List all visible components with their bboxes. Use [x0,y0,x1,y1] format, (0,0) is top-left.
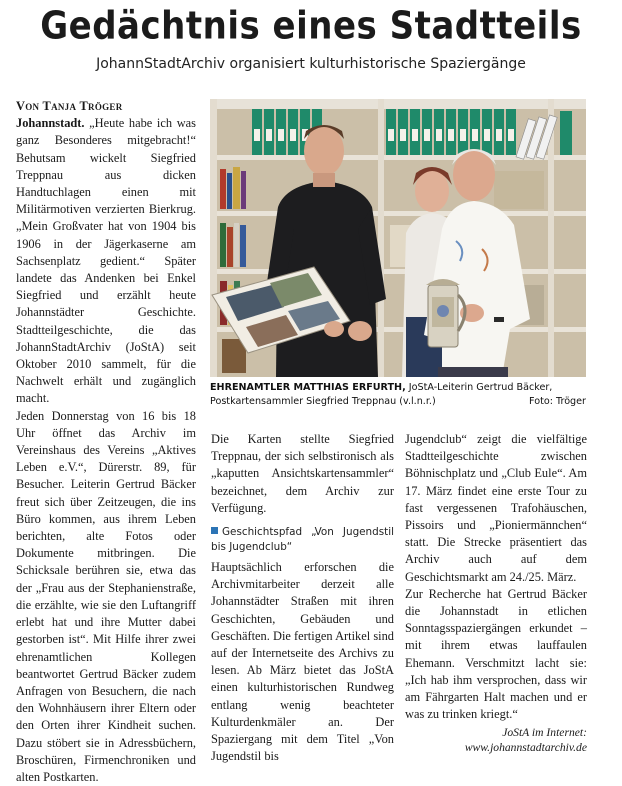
article-column-3 [405,431,587,755]
paragraph: Die Karten stellte Siegfried Treppnau, der sich selbstironisch als „kaputten Ansichtskartensammler“ bezeichnet, dem Archiv zur Verfügung. [211,432,394,515]
caption-text: JoStA-Leiterin Gertrud Bäcker, Postkartensammler Siegfried Treppnau (v.l.n.r.) [210,382,553,407]
paragraph: Hauptsächlich erforschen die Archivmitarbeiter derzeit alle Johannstädter Straßen mit ihren Geschichten, Gebäuden und Geschäften. Die fertigen Artikel sind auf der Internetseite des Archivs zu lesen. Ab März bietet das JoStA einen kulturhistorischen Rundweg entlang wenig beachteter Kulturdenkmäler an. Der Spaziergang mit dem Titel „Von Jugendstil bis [211,560,394,764]
photo-illustration [210,99,586,377]
subheading-text: Geschichtspfad „Von Jugendstil bis Jugendclub“ [211,526,394,554]
subheading [211,525,394,555]
square-bullet-icon [211,527,218,534]
internet-label: JoStA im Internet: [502,726,587,740]
article-column-2 [211,431,394,765]
paragraph: Jeden Donnerstag von 16 bis 18 Uhr öffnet das Archiv im Vereinshaus des Vereins „Aktives Leben e.V.“, Dürerstr. 89, für Besucher. Leiterin Gertrud Bäcker freut sich über Zeitzeugen, die ins Büro kommen, aus ihrem Leben berichten, alte Fotos oder Dokumente mitbringen. Die Schicksale berühren sie, etwa das der „Frau aus der Stephanienstraße, die erzählte, wie sie den Luftangriff erlebt hat und ihre Mutter dabei gestorben ist“. Mit Hilfe ihrer zwei ehrenamtlichen Kollegen beantwortet Gertrud Bäcker zudem Anfragen von Besuchern, die nach den Wohnhäusern ihrer Eltern oder den Orten ihrer Kindheit suchen. Dazu stöbert sie in Adressbüchern, Broschüren, Firmenchroniken und alten Postkarten. [16,408,196,784]
paragraph: Zur Recherche hat Gertrud Bäcker die Johannstadt in etlichen Sonntagsspaziergängen erkundet – mit ihrem etwas lauffaulen Ehemann. Verschmitzt lacht sie: „Ich hab ihm versprochen, dass wir am Fährgarten Halt machen und er was zu trinken kriegt.“ [405,586,587,722]
article-column-1 [16,98,196,786]
paragraph-text: „Heute habe ich was ganz Besonderes mitgebracht!“ Behutsam wickelt Siegfried Treppnau aus dicken Handtuchlagen einen mit Militärmotiven verzierten Bierkrug. „Mein Großvater hat von 1904 bis 1906 in der Jägerkaserne am Sachsenplatz gedient.“ Später landete das Andenken bei Enkel Siegfried und erzählt heute Johannstädter Geschichte. Stadtteilgeschichte, die das JohannStadtArchiv (JoStA) seit Oktober 2010 sammelt, für die Nachwelt erhält und zugänglich macht. [16,116,196,406]
paragraph [16,115,196,407]
photo-credit: Foto: Tröger [529,396,586,407]
archive-url[interactable]: www.johannstadtarchiv.de [464,741,587,755]
dateline: Johannstadt. [16,116,85,131]
internet-note [405,725,587,755]
author: Von Tanja Tröger [16,99,123,113]
article-photo [210,99,586,377]
caption-bold: EHRENAMTLER MATTHIAS ERFURTH, [210,382,406,393]
paragraph: Jugendclub“ zeigt die vielfältige Stadtteilgeschichte zwischen Böhnischplatz und „Club Eule“. Am 17. März findet eine erste Tour zu fast vergessenen Trafohäuschen, Pissoirs und „Pioniermännchen“ statt. Die Strecke präsentiert das Archiv auch auf dem Geschichtsmarkt am 24./25. März. [405,432,587,584]
byline [16,98,196,115]
photo-caption [210,381,586,409]
subheadline: JohannStadtArchiv organisiert kulturhistorische Spaziergänge [96,56,526,72]
headline: Gedächtnis eines Stadtteils [40,3,582,49]
